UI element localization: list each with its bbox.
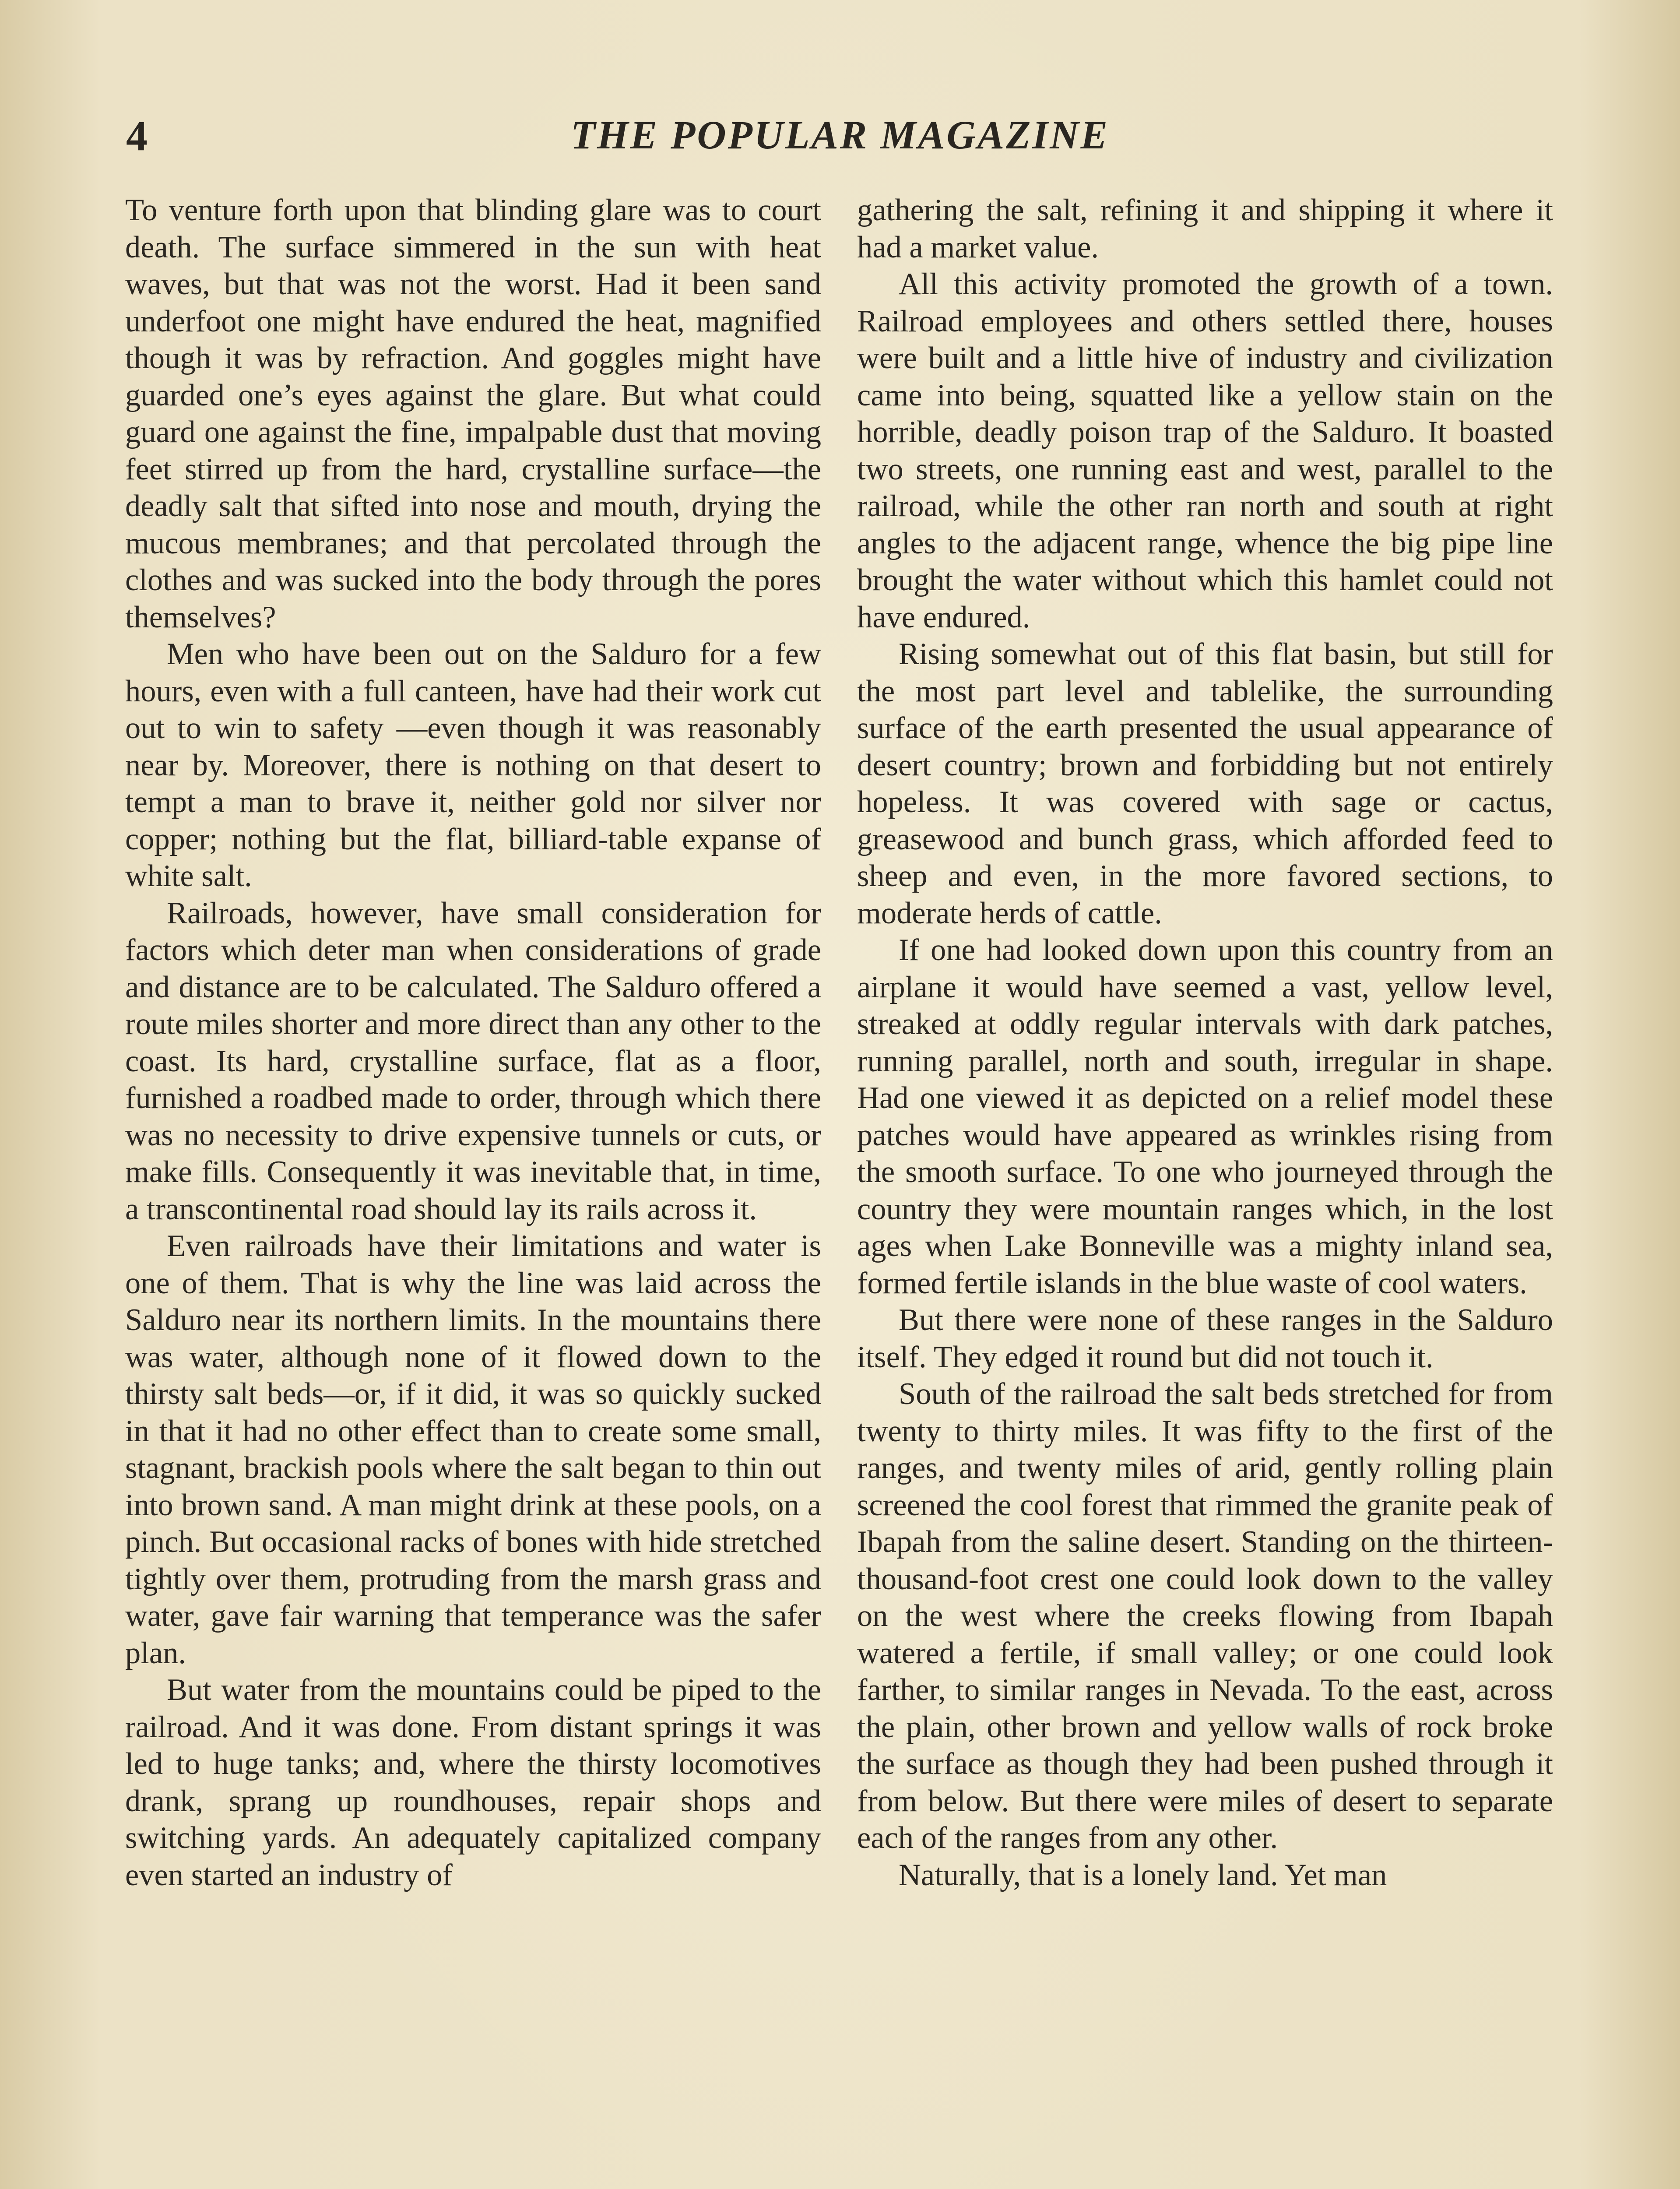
paragraph: South of the railroad the salt beds stretched for from twenty to thirty miles. It was fifty to the first of the ranges, and twenty miles of arid, gently rolling plain screened the cool forest that rimmed the granite peak of Ibapah from the saline desert. Standing on the thirteen-thousand-foot crest one could look down to the valley on the west where the creeks flowing from Ibapah watered a fertile, if small valley; or one could look farther, to similar ranges in Nevada. To the east, across the plain, other brown and yellow walls of rock broke the surface as though they had been pushed through it from below. But there were miles of desert to separate each of the ranges from any other. <box>857 1377 1553 1855</box>
right-column <box>857 192 1553 1893</box>
paragraph: Rising somewhat out of this flat basin, but still for the most part level and tablelike, the surrounding surface of the earth presented the usual appearance of desert country; brown and forbidding but not entirely hopeless. It was covered with sage or cactus, greasewood and bunch grass, which afforded feed to sheep and even, in the more favored sections, to moderate herds of cattle. <box>857 637 1553 930</box>
paragraph: Men who have been out on the Salduro for a few hours, even with a full canteen, have had their work cut out to win to safety —even though it was reasonably near by. Moreover, there is nothing on that desert to tempt a man to brave it, neither gold nor silver nor copper; nothing but the flat, billiard-table expanse of white salt. <box>125 637 821 893</box>
running-title: THE POPULAR MAGAZINE <box>570 113 1110 157</box>
paragraph: All this activity promoted the growth of a town. Railroad employees and others settled there, houses were built and a little hive of industry and civilization came into being, squatted like a yellow stain on the horrible, deadly poison trap of the Salduro. It boasted two streets, one running east and west, parallel to the railroad, while the other ran north and south at right angles to the adjacent range, whence the big pipe line brought the water without which this hamlet could not have endured. <box>857 267 1553 634</box>
paragraph: gathering the salt, refining it and shipping it where it had a market value. <box>857 193 1553 264</box>
paragraph: Naturally, that is a lonely land. Yet man <box>899 1858 1387 1892</box>
page-number: 4 <box>126 113 148 160</box>
paragraph: Even railroads have their limitations and water is one of them. That is why the line was laid across the Salduro near its northern limits. In the mountains there was water, although none of it flowed down to the thirsty salt beds—or, if it did, it was so quickly sucked in that it had no other effect than to create some small, stagnant, brackish pools where the salt began to thin out into brown sand. A man might drink at these pools, on a pinch. But occasional racks of bones with hide stretched tightly over them, protruding from the marsh grass and water, gave fair warning that temperance was the safer plan. <box>125 1229 821 1670</box>
paragraph: But there were none of these ranges in the Salduro itself. They edged it round but did not touch it. <box>857 1303 1553 1374</box>
left-column <box>125 192 821 1893</box>
paragraph: To venture forth upon that blinding glare was to court death. The surface simmered in the sun with heat waves, but that was not the worst. Had it been sand underfoot one might have endured the heat, magnified though it was by refraction. And goggles might have guarded one’s eyes against the glare. But what could guard one against the fine, impalpable dust that moving feet stirred up from the hard, crystalline surface—the deadly salt that sifted into nose and mouth, drying the mucous membranes; and that percolated through the clothes and was sucked into the body through the pores themselves? <box>125 193 821 634</box>
paragraph: But water from the mountains could be piped to the railroad. And it was done. From distant springs it was led to huge tanks; and, where the thirsty locomotives drank, sprang up roundhouses, repair shops and switching yards. An adequately capitalized company even started an industry of <box>125 1673 821 1892</box>
paragraph: If one had looked down upon this country from an airplane it would have seemed a vast, yellow level, streaked at oddly regular intervals with dark patches, running parallel, north and south, irregular in shape. Had one viewed it as depicted on a relief model these patches would have appeared as wrinkles rising from the smooth surface. To one who journeyed through the country they were mountain ranges which, in the lost ages when Lake Bonneville was a mighty inland sea, formed fertile islands in the blue waste of cool waters. <box>857 933 1553 1300</box>
paragraph: Railroads, however, have small consideration for factors which deter man when considerations of grade and distance are to be calculated. The Salduro offered a route miles shorter and more direct than any other to the coast. Its hard, crystalline surface, flat as a floor, furnished a roadbed made to order, through which there was no necessity to drive expensive tunnels or cuts, or make fills. Consequently it was inevitable that, in time, a transcontinental road should lay its rails across it. <box>125 896 821 1226</box>
